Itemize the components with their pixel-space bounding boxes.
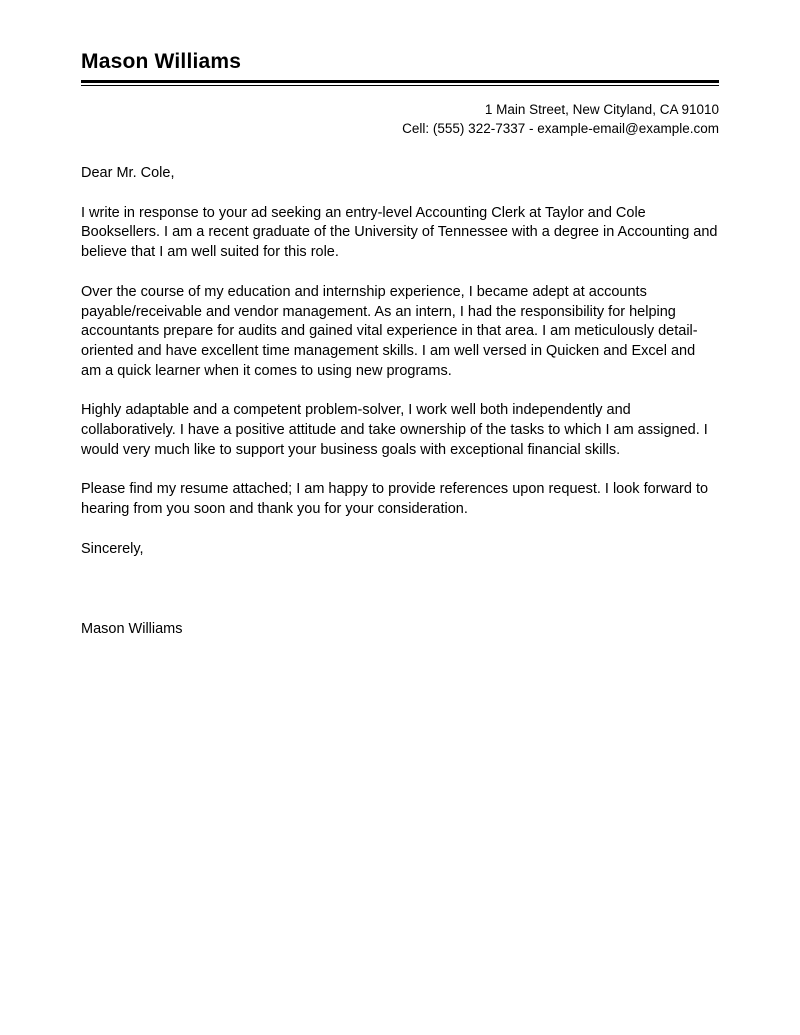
contact-line: Cell: (555) 322-7337 - example-email@example.com (402, 121, 719, 136)
address-line: 1 Main Street, New Cityland, CA 91010 (484, 102, 719, 117)
salutation: Dear Mr. Cole, (81, 165, 175, 181)
closing: Sincerely, (81, 540, 144, 557)
header-rule-thick-line (81, 80, 719, 83)
header-rule-thin-line (81, 85, 719, 86)
paragraph-1: I write in response to your ad seeking an entry-level Accounting Clerk at Taylor and Cole Booksellers. I am a recent graduate of the University of Tennessee with a degree in Accounting and believe that I am well suited for this role. (81, 204, 718, 261)
letter-body (81, 164, 719, 639)
paragraph-2: Over the course of my education and internship experience, I became adept at accounts payable/receivable and vendor management. As an intern, I had the responsibility for helping accountants prepare for audits and gained vital experience in that area. I am meticulously detail-oriented and have excellent time management skills. I am well versed in Quicken and Excel and am a quick learner when it comes to using new programs. (81, 283, 698, 379)
header-rule (81, 80, 719, 86)
paragraph-4: Please find my resume attached; I am happy to provide references upon request. I look forward to hearing from you soon and thank you for your consideration. (81, 481, 709, 518)
page-title: Mason Williams (81, 50, 242, 73)
paragraph-3: Highly adaptable and a competent problem-solver, I work well both independently and collaboratively. I have a positive attitude and take ownership of the tasks to which I am assigned. I would very much like to support your business goals with exceptional financial skills. (81, 402, 708, 458)
address-block (81, 100, 719, 138)
signature: Mason Williams (81, 620, 183, 637)
